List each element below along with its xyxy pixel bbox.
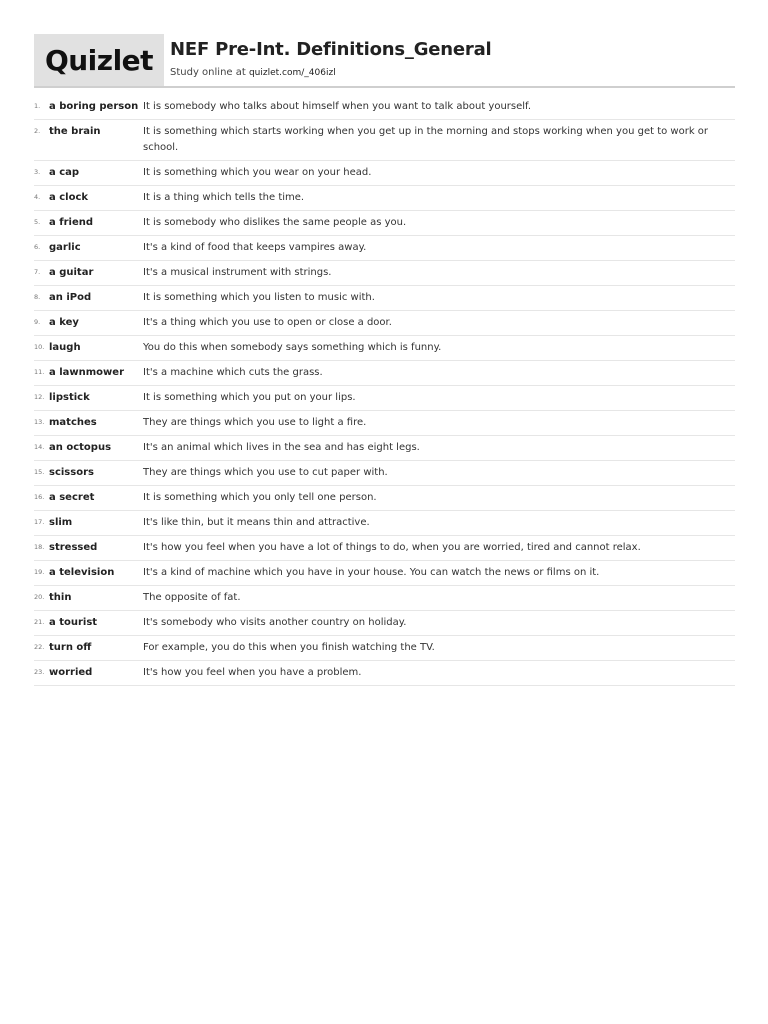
term-number: 1. bbox=[34, 102, 41, 110]
term-word: an octopus bbox=[49, 442, 112, 453]
term-row bbox=[34, 336, 735, 361]
term-number: 14. bbox=[34, 443, 45, 451]
term-word: a clock bbox=[49, 192, 89, 203]
term-row bbox=[34, 561, 735, 586]
term-number: 9. bbox=[34, 318, 41, 326]
term-definition: It's a thing which you use to open or close a door. bbox=[143, 317, 392, 328]
term-number: 11. bbox=[34, 368, 45, 376]
term-word: a secret bbox=[49, 492, 95, 503]
term-row bbox=[34, 586, 735, 611]
term-word: a friend bbox=[49, 217, 93, 228]
term-definition: It's a kind of food that keeps vampires away. bbox=[143, 242, 367, 253]
term-word: garlic bbox=[49, 242, 81, 253]
term-word: a key bbox=[49, 317, 79, 328]
term-word: laugh bbox=[49, 342, 81, 353]
term-number: 7. bbox=[34, 268, 41, 276]
term-definition: It is a thing which tells the time. bbox=[143, 192, 305, 203]
page-header bbox=[34, 34, 735, 88]
term-number: 10. bbox=[34, 343, 45, 351]
term-row bbox=[34, 286, 735, 311]
term-word: thin bbox=[49, 592, 72, 603]
term-row bbox=[34, 511, 735, 536]
logo-text: Quizlet bbox=[44, 43, 154, 77]
term-number: 19. bbox=[34, 568, 45, 576]
set-title: NEF Pre-Int. Definitions_General bbox=[170, 39, 492, 60]
term-number: 13. bbox=[34, 418, 45, 426]
term-definition: They are things which you use to cut paper with. bbox=[143, 467, 388, 478]
term-definition: It's how you feel when you have a problem. bbox=[143, 667, 362, 678]
term-row bbox=[34, 311, 735, 336]
term-number: 8. bbox=[34, 293, 41, 301]
term-word: an iPod bbox=[49, 292, 92, 303]
term-definition: The opposite of fat. bbox=[143, 592, 241, 603]
term-definition: It's a machine which cuts the grass. bbox=[143, 367, 323, 378]
term-number: 3. bbox=[34, 168, 41, 176]
term-definition: It is somebody who talks about himself when you want to talk about yourself. bbox=[143, 101, 532, 112]
terms-list bbox=[34, 95, 735, 686]
term-row bbox=[34, 95, 735, 120]
term-word: the brain bbox=[49, 126, 101, 137]
term-definition: It's like thin, but it means thin and attractive. bbox=[143, 517, 370, 528]
term-row bbox=[34, 236, 735, 261]
term-definition: You do this when somebody says something which is funny. bbox=[143, 342, 442, 353]
term-word: a tourist bbox=[49, 617, 98, 628]
term-row bbox=[34, 361, 735, 386]
term-number: 5. bbox=[34, 218, 41, 226]
term-definition: For example, you do this when you finish watching the TV. bbox=[143, 642, 435, 653]
term-word: stressed bbox=[49, 542, 98, 553]
term-word: a guitar bbox=[49, 267, 94, 278]
term-row bbox=[34, 461, 735, 486]
term-word: worried bbox=[49, 667, 93, 678]
term-row bbox=[34, 161, 735, 186]
term-definition: It's a kind of machine which you have in your house. You can watch the news or films on it. bbox=[143, 567, 600, 578]
term-number: 2. bbox=[34, 127, 41, 135]
term-definition: It's somebody who visits another country on holiday. bbox=[143, 617, 407, 628]
study-link[interactable]: quizlet.com/_406izl bbox=[248, 68, 336, 78]
term-number: 21. bbox=[34, 618, 45, 626]
term-word: slim bbox=[49, 517, 73, 528]
term-row bbox=[34, 386, 735, 411]
term-number: 17. bbox=[34, 518, 45, 526]
term-definition: It's how you feel when you have a lot of things to do, when you are worried, tired and cannot relax. bbox=[143, 542, 641, 553]
term-word: matches bbox=[49, 417, 97, 428]
study-prefix: Study online at bbox=[170, 67, 249, 78]
term-definition: It is something which you listen to music with. bbox=[143, 292, 375, 303]
term-number: 4. bbox=[34, 193, 41, 201]
term-definition: It is somebody who dislikes the same people as you. bbox=[143, 217, 407, 228]
term-number: 12. bbox=[34, 393, 45, 401]
term-word: turn off bbox=[49, 642, 92, 653]
term-word: a lawnmower bbox=[49, 367, 125, 378]
term-number: 23. bbox=[34, 668, 45, 676]
term-row bbox=[34, 486, 735, 511]
term-word: a television bbox=[49, 567, 115, 578]
term-definition: It is something which you only tell one person. bbox=[143, 492, 377, 503]
quizlet-logo bbox=[34, 34, 164, 86]
term-definition: It is something which you put on your lips. bbox=[143, 392, 356, 403]
term-row bbox=[34, 261, 735, 286]
term-number: 20. bbox=[34, 593, 45, 601]
term-definition: It is something which you wear on your head. bbox=[143, 167, 372, 178]
term-row bbox=[34, 536, 735, 561]
term-row bbox=[34, 120, 735, 161]
term-row bbox=[34, 186, 735, 211]
term-definition: They are things which you use to light a fire. bbox=[143, 417, 367, 428]
term-definition: It's an animal which lives in the sea and has eight legs. bbox=[143, 442, 420, 453]
term-row bbox=[34, 611, 735, 636]
term-definition: It's a musical instrument with strings. bbox=[143, 267, 332, 278]
term-word: a cap bbox=[49, 167, 80, 178]
term-row bbox=[34, 636, 735, 661]
term-number: 18. bbox=[34, 543, 45, 551]
term-row bbox=[34, 411, 735, 436]
term-row bbox=[34, 211, 735, 236]
term-number: 6. bbox=[34, 243, 41, 251]
term-word: lipstick bbox=[49, 392, 90, 403]
term-number: 22. bbox=[34, 643, 45, 651]
term-word: a boring person bbox=[49, 101, 139, 112]
term-number: 15. bbox=[34, 468, 45, 476]
term-definition: It is something which starts working when you get up in the morning and stops working when you get to work or school. bbox=[143, 126, 709, 153]
term-row bbox=[34, 661, 735, 686]
term-number: 16. bbox=[34, 493, 45, 501]
term-row bbox=[34, 436, 735, 461]
study-online-line bbox=[170, 67, 336, 78]
term-word: scissors bbox=[49, 467, 94, 478]
